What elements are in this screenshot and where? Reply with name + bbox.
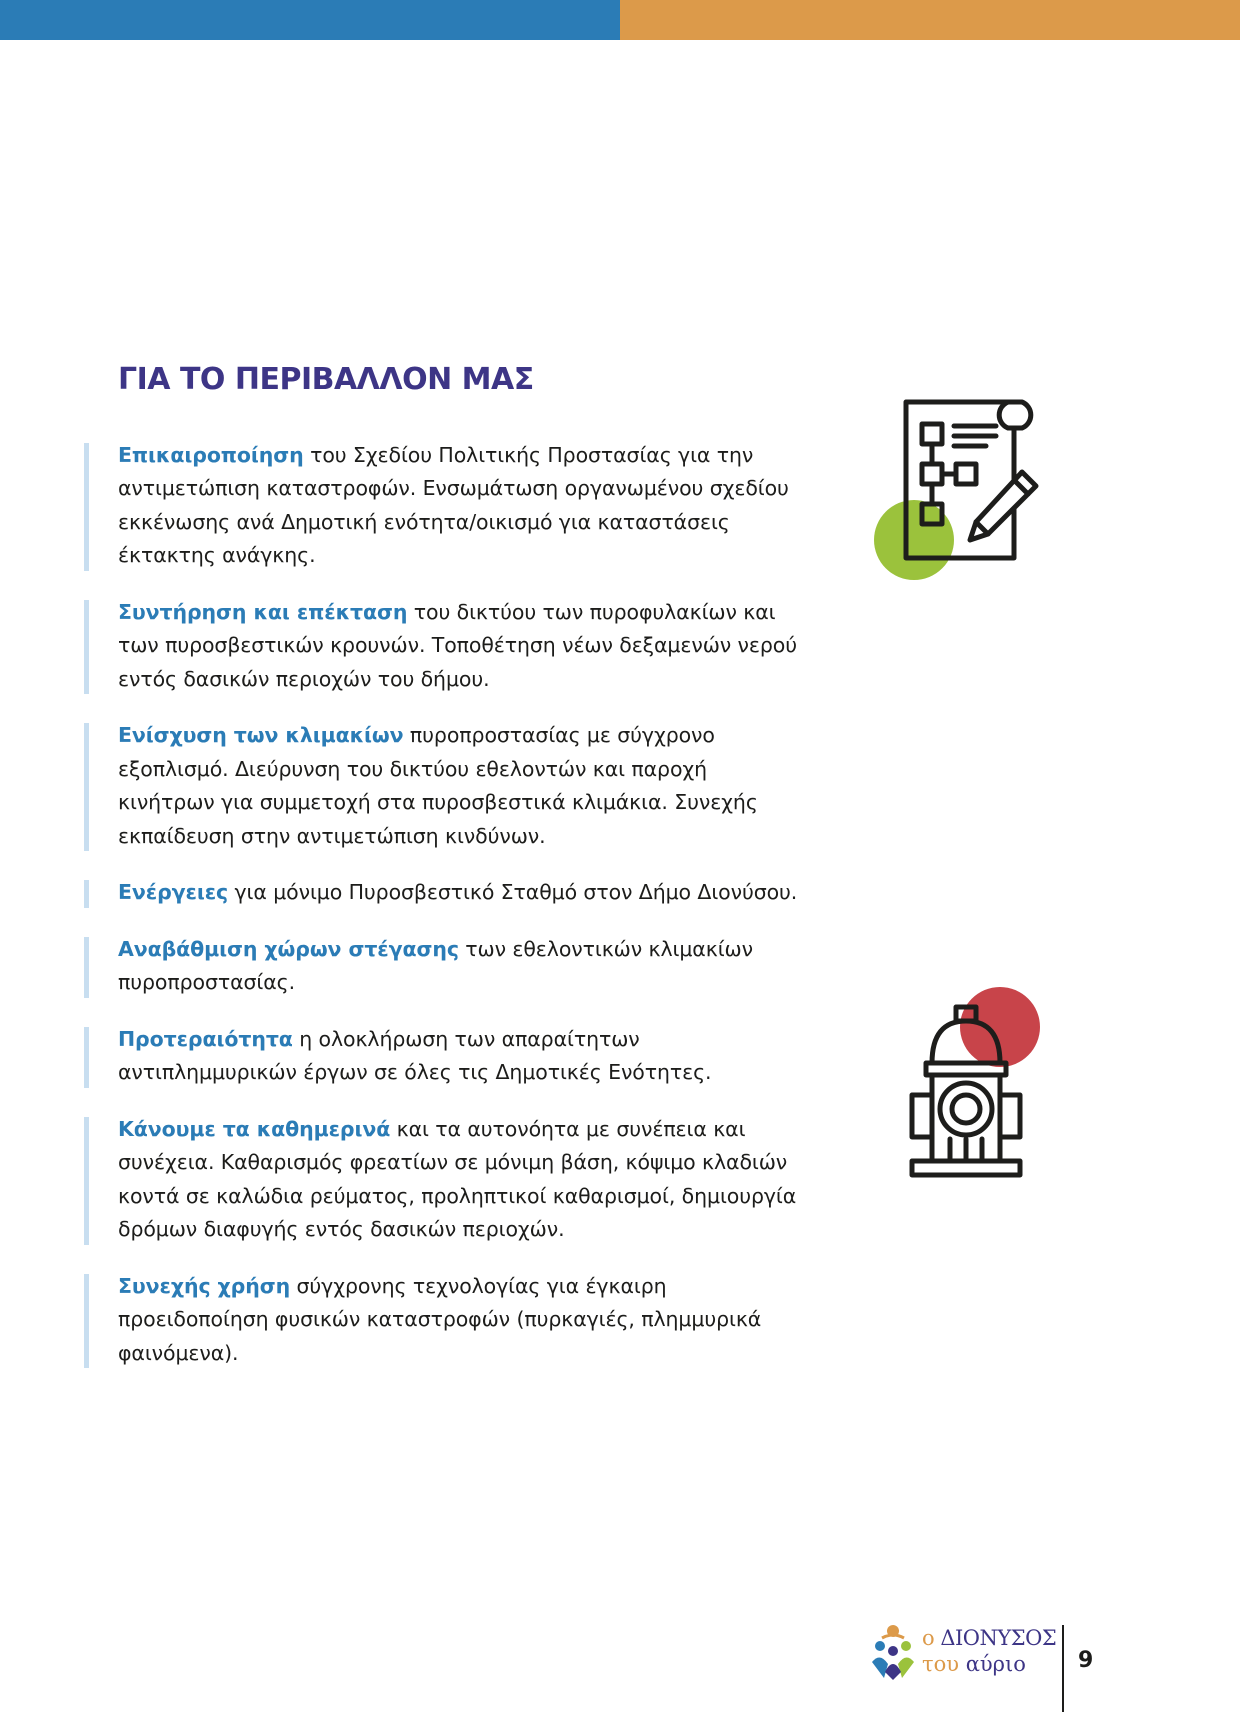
logo-title-line [922, 1626, 1056, 1650]
item-text: πυροπροστασίας με σύγχρονο εξοπλισμό. Διεύρυνση του δικτύου εθελοντών και παροχή κινήτρων για συμμετοχή στα πυροσβεστικά κλιμάκια. Συνεχής εκπαίδευση στην αντιμετώπιση κινδύνων. [118, 723, 758, 848]
item-highlight: Αναβάθμιση χώρων στέγασης [118, 936, 459, 961]
item-list [84, 418, 804, 1393]
section-title: ΓΙΑ ΤΟ ΠΕΡΙΒΑΛΛΟΝ ΜΑΣ [118, 362, 534, 397]
item-highlight: Ενέργειες [118, 880, 229, 904]
list-item [84, 439, 804, 573]
logo-people-icon [868, 1622, 918, 1682]
item-highlight: Κάνουμε τα καθημερινά [118, 1116, 391, 1141]
item-highlight: Επικαιροποίηση [118, 442, 304, 467]
logo-avrio: αύριο [965, 1652, 1026, 1676]
list-item [84, 1113, 804, 1247]
list-item [84, 719, 804, 853]
list-item [84, 1270, 804, 1371]
item-highlight: Ενίσχυση των κλιμακίων [118, 723, 404, 747]
page-number: 9 [1078, 1648, 1094, 1673]
list-item [84, 596, 804, 697]
logo-tou: του [922, 1652, 960, 1676]
item-text: η ολοκλήρωση των απαραίτητων αντιπλημμυρικών έργων σε όλες τις Δημοτικές Ενότητες. [118, 1026, 712, 1084]
item-text: για μόνιμο Πυροσβεστικό Σταθμό στον Δήμο Διονύσου. [228, 880, 798, 904]
list-item [84, 876, 804, 910]
item-text: των εθελοντικών κλιμακίων πυροπροστασίας. [118, 936, 753, 994]
logo-name: ΔΙΟΝΥΣΟΣ [940, 1626, 1057, 1650]
item-highlight: Συντήρηση και επέκταση [118, 599, 408, 624]
footer-divider [1062, 1625, 1064, 1712]
logo-subtitle-line [922, 1652, 1026, 1676]
item-text: του Σχεδίου Πολιτικής Προστασίας για την αντιμετώπιση καταστροφών. Ενσωμάτωση οργανωμένου σχεδίου εκκένωσης ανά Δημοτική ενότητα/οικισμό για καταστάσεις έκτακτης ανάγκης. [118, 442, 789, 567]
list-item [84, 933, 804, 1000]
planning-document-pencil-icon [872, 398, 1044, 580]
top-bar-blue [0, 0, 620, 40]
item-text: και τα αυτονόητα με συνέπεια και συνέχεια. Καθαρισμός φρεατίων σε μόνιμη βάση, κόψιμο κλαδιών κοντά σε καλώδια ρεύματος, προληπτικοί καθαρισμοί, δημιουργία δρόμων διαφυγής εντός δασικών περιοχών. [118, 1116, 797, 1241]
fire-hydrant-icon [906, 985, 1042, 1195]
item-highlight: Συνεχής χρήση [118, 1273, 291, 1298]
item-text: σύγχρονης τεχνολογίας για έγκαιρη προειδοποίηση φυσικών καταστροφών (πυρκαγιές, πλημμυρικά φαινόμενα). [118, 1273, 762, 1365]
logo-o: ο [922, 1626, 935, 1650]
item-highlight: Προτεραιότητα [118, 1026, 293, 1051]
top-bar-orange [620, 0, 1240, 40]
item-text: του δικτύου των πυροφυλακίων και των πυροσβεστικών κρουνών. Τοποθέτηση νέων δεξαμενών νερού εντός δασικών περιοχών του δήμου. [118, 599, 797, 691]
footer-logo [868, 1618, 1057, 1684]
list-item [84, 1023, 804, 1090]
